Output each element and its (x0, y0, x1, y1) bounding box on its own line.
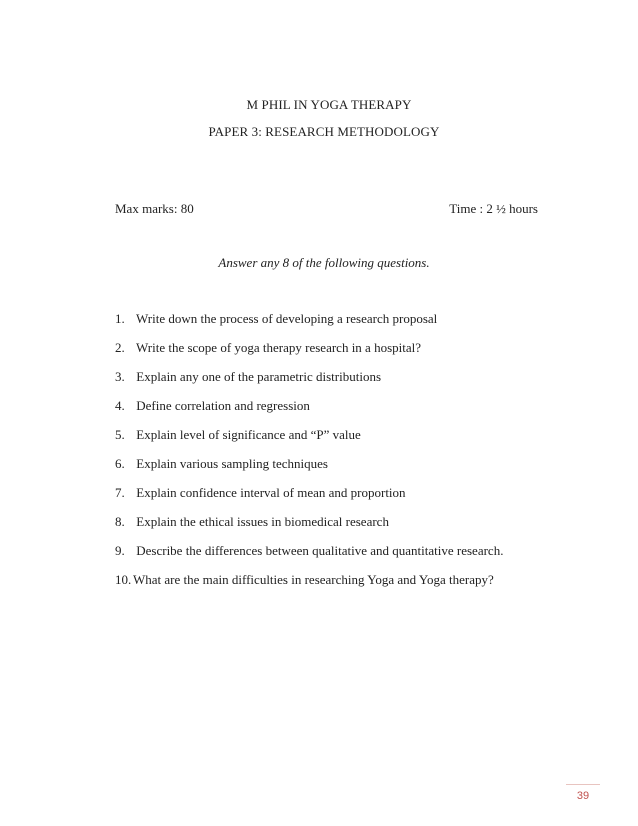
question-text: Describe the differences between qualitative and quantitative research. (136, 543, 504, 558)
question-text: Write down the process of developing a research proposal (136, 311, 438, 326)
question-item (115, 398, 503, 427)
question-number: 5. (115, 427, 125, 442)
question-text: What are the main difficulties in researching Yoga and Yoga therapy? (133, 572, 494, 587)
question-text: Explain any one of the parametric distributions (136, 369, 382, 384)
question-item (115, 369, 503, 398)
question-item (115, 311, 503, 340)
question-number: 8. (115, 514, 125, 529)
question-item (115, 427, 503, 456)
question-item (115, 514, 503, 543)
question-number: 6. (115, 456, 125, 471)
question-list (115, 311, 503, 601)
question-number: 10. (115, 572, 132, 587)
question-item (115, 340, 503, 369)
footer-divider (566, 784, 600, 785)
question-number: 4. (115, 398, 125, 413)
question-item (115, 572, 503, 601)
time-allowed: Time : 2 ½ hours (449, 201, 538, 216)
question-number: 7. (115, 485, 125, 500)
question-text: Explain various sampling techniques (136, 456, 328, 471)
question-number: 2. (115, 340, 125, 355)
page-number: 39 (576, 790, 590, 802)
question-number: 9. (115, 543, 125, 558)
question-item (115, 485, 503, 514)
program-title: M PHIL IN YOGA THERAPY (246, 97, 412, 112)
question-item (115, 456, 503, 485)
question-item (115, 543, 503, 572)
max-marks: Max marks: 80 (115, 201, 194, 216)
question-text: Write the scope of yoga therapy research in a hospital? (136, 340, 422, 355)
question-number: 1. (115, 311, 125, 326)
question-number: 3. (115, 369, 125, 384)
question-text: Explain level of significance and “P” value (136, 427, 361, 442)
question-text: Explain confidence interval of mean and proportion (136, 485, 406, 500)
question-text: Define correlation and regression (136, 398, 310, 413)
instruction-text: Answer any 8 of the following questions. (218, 255, 430, 270)
question-text: Explain the ethical issues in biomedical research (136, 514, 389, 529)
paper-title: PAPER 3: RESEARCH METHODOLOGY (208, 124, 440, 139)
